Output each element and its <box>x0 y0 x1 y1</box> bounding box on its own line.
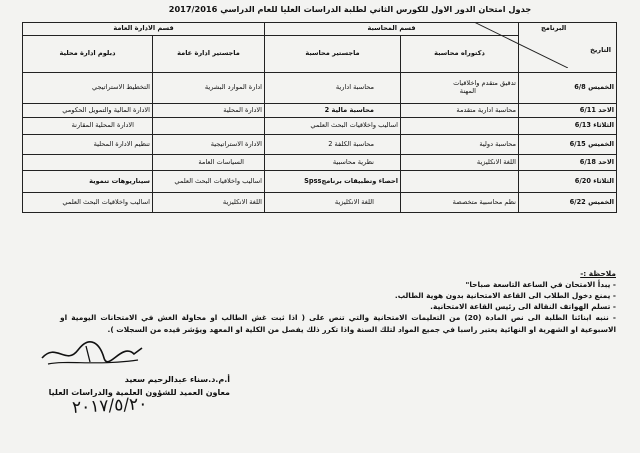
doctorate-accounting-header: دكتوراه محاسبة <box>401 36 519 73</box>
diploma-local-admin-header: دبلوم ادارة محلية <box>23 36 153 73</box>
row-date: الثلاثاء 6/20 <box>519 171 617 193</box>
master-accounting-exam: محاسبة ادارية <box>265 73 401 104</box>
note-item: - تسلم الهواتف النقالة الى رئيس القاعة الامتحانية. <box>430 302 616 312</box>
signatory-role: معاون العميد للشؤون العلمية والدراسات العليا <box>48 387 230 397</box>
diploma-exam: اساليب واخلاقيات البحث العلمي <box>23 193 153 213</box>
master-public-admin-exam: الادارة المحلية <box>153 104 265 118</box>
program-date-header <box>519 23 617 73</box>
exam-line: تدقيق متقدم واخلاقيات <box>453 79 516 88</box>
table-row <box>23 104 617 118</box>
note-item: - يبدأ الامتحان في الساعة التاسعة صباحا" <box>465 280 616 290</box>
table-row <box>23 73 617 104</box>
doctorate-exam: محاسبة ادارية متقدمة <box>401 104 519 118</box>
handwritten-date: ٢٠١٧/٥/٢٠ <box>71 394 148 418</box>
master-accounting-exam: نظرية محاسبية <box>265 155 401 171</box>
diploma-exam: الادارة المحلية المقارنة <box>23 118 153 135</box>
notes-header: ملاحظة :- <box>580 269 616 278</box>
master-public-admin-exam <box>153 118 265 135</box>
date-header: التاريخ <box>590 45 611 54</box>
doctorate-exam <box>401 73 519 104</box>
diploma-exam: التخطيط الاستراتيجي <box>23 73 153 104</box>
diploma-exam: الادارة المالية والتمويل الحكومي <box>23 104 153 118</box>
master-public-admin-exam: ادارة الموارد البشرية <box>153 73 265 104</box>
page-title: جدول امتحان الدور الاول للكورس الثاني لطلبة الدراسات العليا للعام الدراسي 2017/2016 <box>168 4 532 14</box>
table-row <box>23 193 617 213</box>
master-accounting-exam: اللغة الانكليزية <box>265 193 401 213</box>
exam-line: المهنة <box>459 87 476 95</box>
diploma-exam <box>23 155 153 171</box>
row-date: الاحد 6/11 <box>519 104 617 118</box>
dept-accounting-header: قسم المحاسبة <box>265 23 519 36</box>
doctorate-exam <box>401 118 519 135</box>
diagonal-divider <box>519 23 568 69</box>
row-date: الثلاثاء 6/13 <box>519 118 617 135</box>
master-accounting-exam: اساليب واخلاقيات البحث العلمي <box>265 118 401 135</box>
doctorate-exam: اللغة الانكليزية <box>401 155 519 171</box>
doctorate-exam: محاسبة دولية <box>401 135 519 155</box>
row-date: الاحد 6/18 <box>519 155 617 171</box>
master-public-admin-header: ماجستير ادارة عامة <box>153 36 265 73</box>
master-public-admin-exam: اللغة الانكليزية <box>153 193 265 213</box>
notes-section <box>60 268 616 335</box>
table-row <box>23 155 617 171</box>
dept-header-row <box>23 23 617 36</box>
master-accounting-exam: محاسبة الكلفة 2 <box>265 135 401 155</box>
diploma-exam: تنظيم الادارة المحلية <box>23 135 153 155</box>
dept-admin-header: قسم الادارة العامة <box>23 23 265 36</box>
signatory-name: أ.م.د.سناء عبدالرحيم سعيد <box>124 375 230 384</box>
program-header: البرنامج <box>541 24 567 32</box>
doctorate-exam <box>401 171 519 193</box>
master-public-admin-exam: الادارة الاستراتيجية <box>153 135 265 155</box>
table-row <box>23 171 617 193</box>
table-row <box>23 135 617 155</box>
handwritten-signature <box>38 336 148 372</box>
row-date: الخميس 6/8 <box>519 73 617 104</box>
master-accounting-exam: احصاء وتطبيقات برنامجSpss <box>265 171 401 193</box>
master-accounting-header: ماجستير محاسبة <box>265 36 401 73</box>
doctorate-exam: نظم محاسبية متخصصة <box>401 193 519 213</box>
master-public-admin-exam: اساليب واخلاقيات البحث العلمي <box>153 171 265 193</box>
row-date: الخميس 6/15 <box>519 135 617 155</box>
diploma-exam: سيناريوهات تنموية <box>23 171 153 193</box>
row-date: الخميس 6/22 <box>519 193 617 213</box>
note-item: - ننبه ابنائنا الطلبة الى نص المادة (20) من التعليمات الامتحانية والتي تنص على ( اذا ثبت غش الطالب او محاولة الغش في الامتحانات اليومية او الاسبوعية او الشهرية او النهائية يعتبر راسبا في جميع المواد لتلك السنة واذا تكرر ذلك يفصل من الكلية او المعهد ويؤشر قيده من السجلات ). <box>60 313 616 334</box>
exam-schedule-table <box>22 22 617 213</box>
master-accounting-exam: محاسبة مالية 2 <box>265 104 401 118</box>
table-row <box>23 118 617 135</box>
master-public-admin-exam: السياسات العامة <box>153 155 265 171</box>
note-item: - يمنع دخول الطلاب الى القاعة الامتحانية بدون هوية الطالب. <box>394 291 616 301</box>
